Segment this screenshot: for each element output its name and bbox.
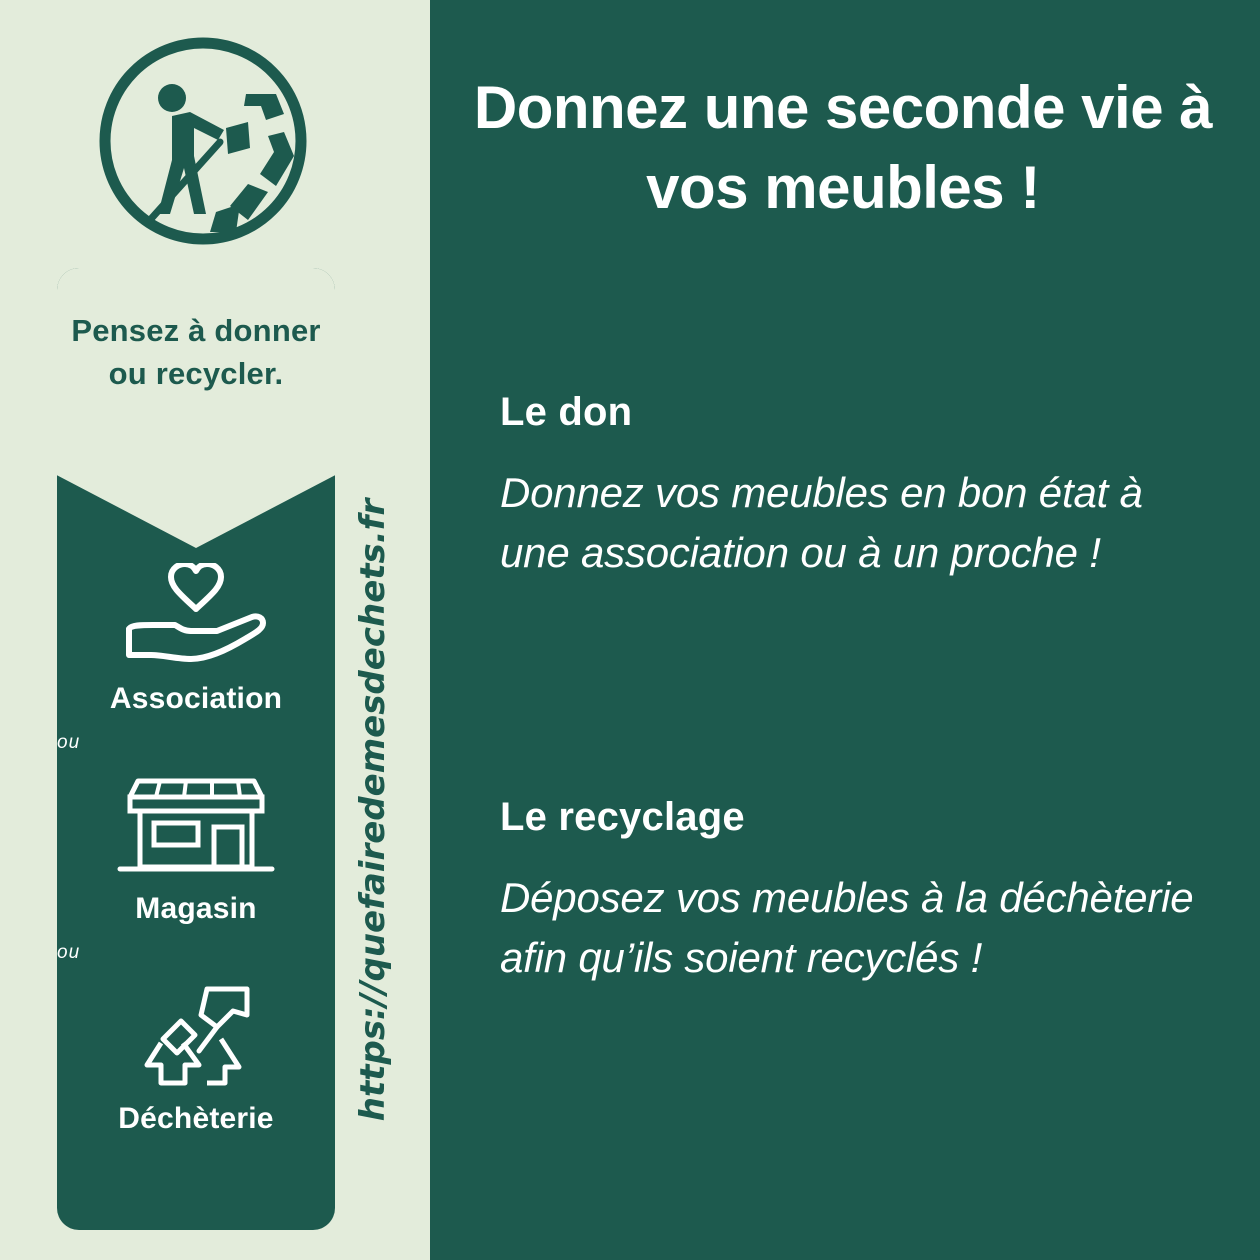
- section-title-don: Le don: [500, 390, 633, 434]
- section-body-don: Donnez vos meubles en bon état à une association ou à un proche !: [500, 469, 1143, 577]
- step-label-magasin: Magasin: [135, 892, 257, 925]
- page-title: Donnez une seconde vie à vos meubles !: [473, 74, 1213, 222]
- step-separator-2: ou: [57, 942, 81, 963]
- step-separator-1: ou: [57, 732, 81, 753]
- step-label-dechterie: Déchèterie: [118, 1102, 274, 1135]
- recycling-center-icon: [57, 978, 335, 1096]
- hand-heart-icon: [57, 558, 335, 676]
- step-label-association: Association: [109, 682, 283, 715]
- right-panel: [430, 0, 1260, 1260]
- shop-icon: [57, 768, 335, 886]
- step-association: [57, 558, 335, 716]
- left-panel: [0, 0, 430, 1260]
- website-url[interactable]: [338, 500, 408, 1120]
- section-body-recyclage: Déposez vos meubles à la déchèterie afin qu’ils soient recyclés !: [500, 874, 1194, 982]
- steps-list: [57, 558, 335, 1136]
- section-title-recyclage: Le recyclage: [500, 795, 745, 839]
- advice-banner-text: Pensez à donner ou recycler.: [71, 313, 321, 391]
- steps-column: [57, 268, 335, 1230]
- website-url-text: https://quefairedemesdechets.fr: [353, 498, 393, 1122]
- step-magasin: [57, 768, 335, 926]
- section-don: [500, 390, 1200, 584]
- section-recyclage: [500, 795, 1200, 989]
- recycling-person-icon: [98, 36, 308, 246]
- step-dechterie: [57, 978, 335, 1136]
